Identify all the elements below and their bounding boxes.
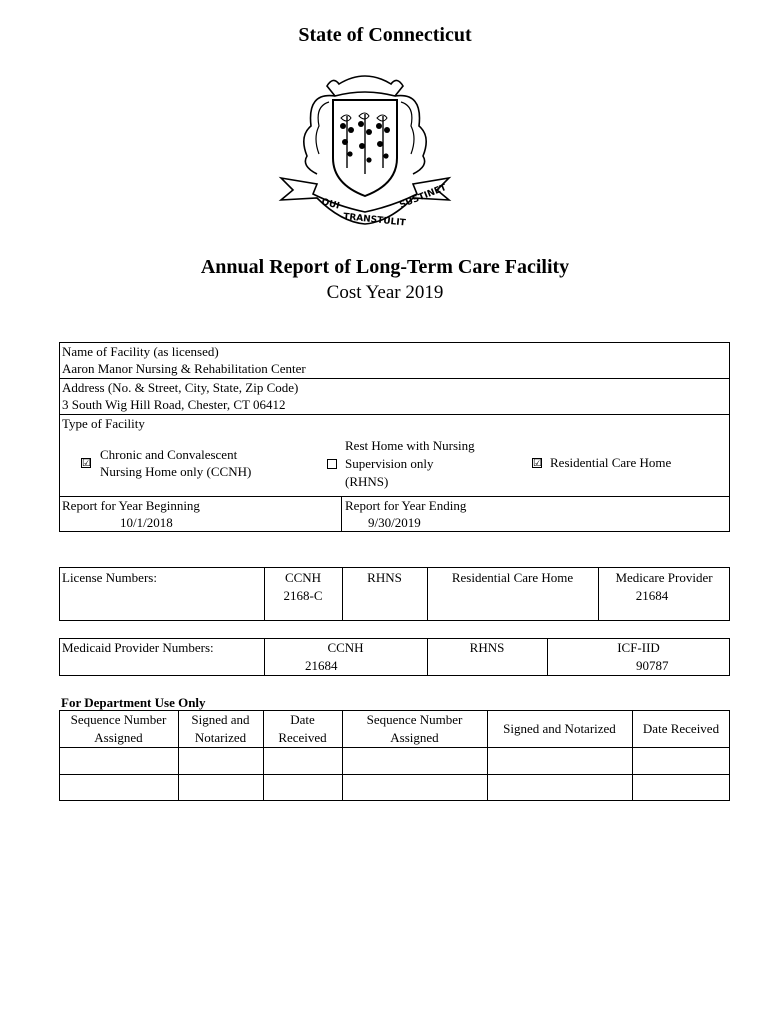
- state-title: State of Connecticut: [298, 24, 472, 46]
- seal-motto-left: QUI: [320, 197, 341, 212]
- dept-cell-r2-c2[interactable]: [179, 775, 262, 800]
- rch-checkbox[interactable]: ☑: [533, 458, 542, 469]
- dept-cell-r2-c5[interactable]: [488, 775, 631, 800]
- license-medicare-label: Medicare Provider: [615, 570, 713, 585]
- divider: [59, 414, 730, 415]
- dept-use-title: For Department Use Only: [61, 695, 206, 710]
- dept-cell-r1-c3[interactable]: [264, 748, 341, 773]
- dept-col1-line1: Sequence Number: [70, 712, 167, 727]
- dept-cell-r2-c3[interactable]: [264, 775, 341, 800]
- ccnh-type-line2: Nursing Home only (CCNH): [100, 464, 252, 479]
- connecticut-seal-icon: [277, 66, 453, 242]
- facility-address-value: 3 South Wig Hill Road, Chester, CT 06412: [62, 397, 286, 412]
- dept-col3-line2: Received: [278, 730, 327, 745]
- dept-cell-r1-c1[interactable]: [60, 748, 177, 773]
- dept-col4-line2: Assigned: [390, 730, 439, 745]
- license-ccnh-label: CCNH: [284, 570, 322, 585]
- rhns-type-line3: (RHNS): [345, 474, 389, 489]
- rhns-type-line1: Rest Home with Nursing: [345, 438, 475, 453]
- medicaid-ccnh-value: 21684: [305, 658, 338, 673]
- license-medicare-value: 21684: [635, 588, 669, 603]
- year-beginning-value: 10/1/2018: [120, 515, 173, 530]
- seal-motto-right: SUSTINET: [398, 182, 449, 211]
- rhns-checkbox[interactable]: [327, 459, 337, 469]
- cost-year: Cost Year 2019: [326, 282, 444, 303]
- medicaid-rhns-label: RHNS: [469, 640, 505, 655]
- seal-motto-middle: TRANSTULIT: [342, 212, 407, 229]
- dept-cell-r1-c2[interactable]: [179, 748, 262, 773]
- license-rch-label: Residential Care Home: [451, 570, 574, 585]
- dept-col3-line1: Date: [290, 712, 315, 727]
- facility-type-label: Type of Facility: [62, 416, 145, 431]
- dept-col4-line1: Sequence Number: [366, 712, 463, 727]
- medicaid-icf-value: 90787: [636, 658, 669, 673]
- rch-type-label: Residential Care Home: [550, 455, 672, 470]
- rhns-type-line2: Supervision only: [345, 456, 434, 471]
- license-numbers-label: License Numbers:: [62, 570, 157, 585]
- dept-col2-line2: Notarized: [194, 730, 247, 745]
- dept-col1-line2: Assigned: [94, 730, 143, 745]
- facility-name-label: Name of Facility (as licensed): [62, 344, 219, 359]
- dept-cell-r1-c6[interactable]: [633, 748, 729, 773]
- dept-cell-r1-c4[interactable]: [343, 748, 486, 773]
- facility-address-label: Address (No. & Street, City, State, Zip Code): [62, 380, 299, 395]
- divider: [341, 496, 342, 532]
- medicaid-ccnh-label: CCNH: [327, 640, 364, 655]
- facility-name-value: Aaron Manor Nursing & Rehabilitation Center: [62, 361, 306, 376]
- year-beginning-label: Report for Year Beginning: [62, 498, 200, 513]
- dept-col6: Date Received: [642, 721, 720, 736]
- license-ccnh-value: 2168-C: [283, 588, 323, 603]
- ccnh-type-line1: Chronic and Convalescent: [100, 447, 238, 462]
- ccnh-checkbox[interactable]: ☑: [82, 458, 91, 469]
- dept-cell-r2-c4[interactable]: [343, 775, 486, 800]
- dept-cell-r2-c1[interactable]: [60, 775, 177, 800]
- license-rhns-label: RHNS: [367, 570, 402, 585]
- medicaid-icf-label: ICF-IID: [617, 640, 660, 655]
- dept-cell-r2-c6[interactable]: [633, 775, 729, 800]
- dept-col5: Signed and Notarized: [503, 721, 616, 736]
- year-ending-label: Report for Year Ending: [345, 498, 467, 513]
- report-title: Annual Report of Long-Term Care Facility: [200, 256, 570, 278]
- medicaid-label: Medicaid Provider Numbers:: [62, 640, 214, 655]
- year-ending-value: 9/30/2019: [368, 515, 421, 530]
- dept-cell-r1-c5[interactable]: [488, 748, 631, 773]
- dept-col2-line1: Signed and: [191, 712, 250, 727]
